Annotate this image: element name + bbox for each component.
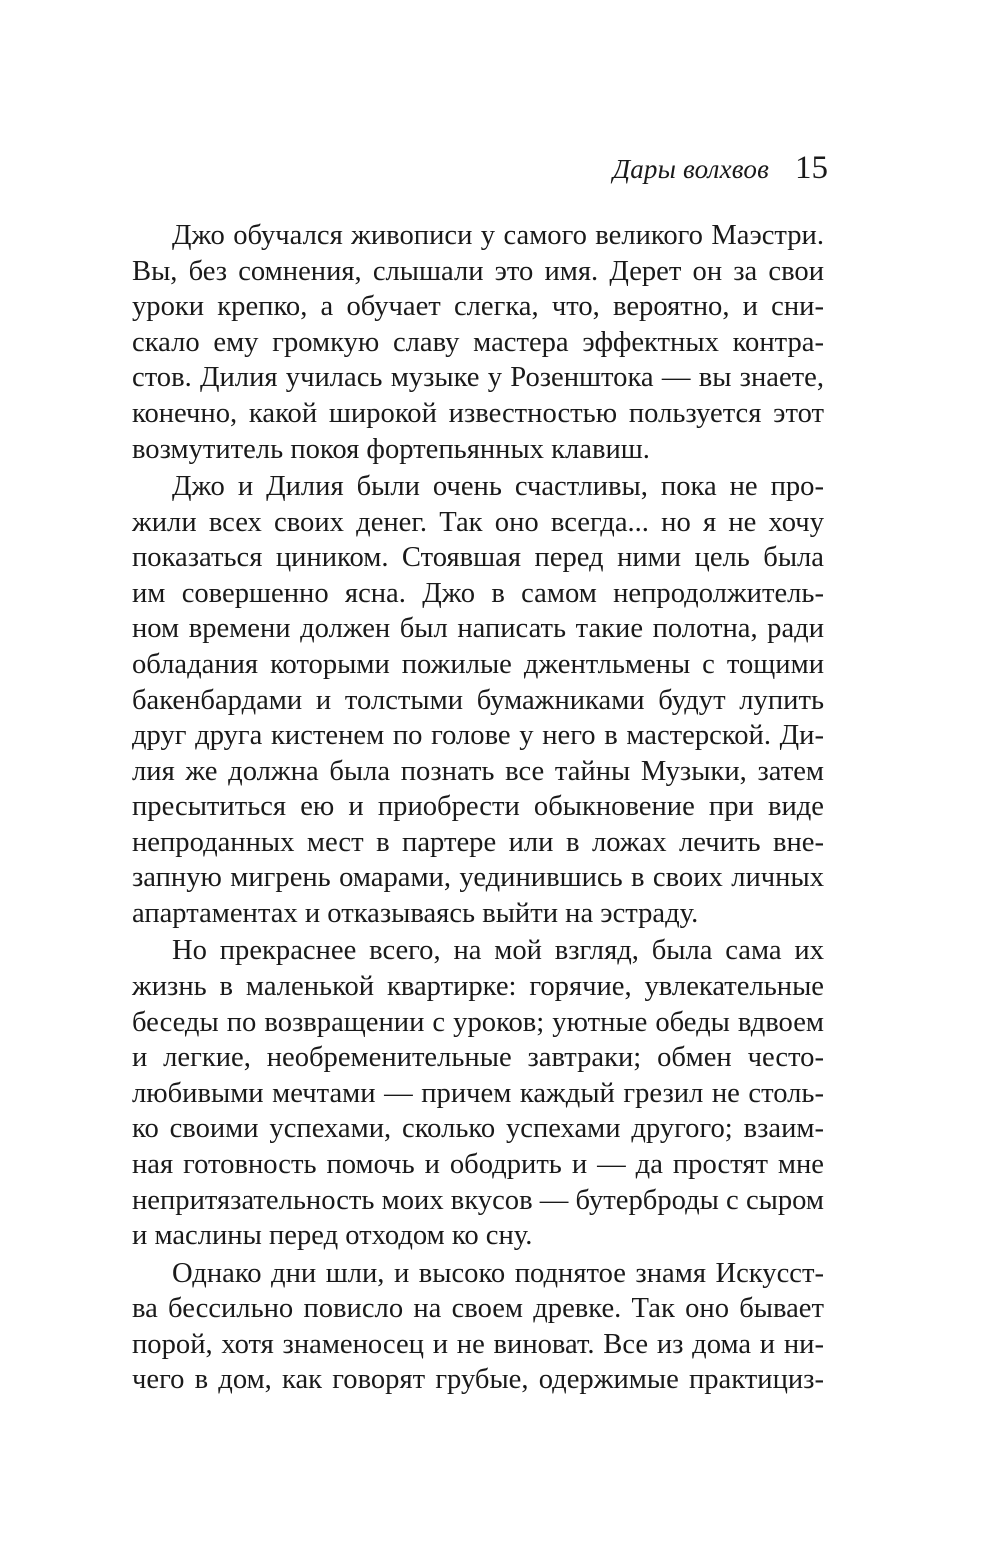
text-line: беседы по возвращении с уроков; уютные обеды вдвоем xyxy=(132,1006,824,1038)
text-line: жизнь в маленькой квартирке: горячие, увлекательные xyxy=(132,971,824,1003)
paragraph xyxy=(132,469,824,932)
page-number: 15 xyxy=(795,150,828,186)
text-line: Но прекраснее всего, на мой взгляд, была сама их xyxy=(172,935,824,967)
text-line: показаться циником. Стоявшая перед ними цель была xyxy=(132,542,824,574)
paragraph xyxy=(132,218,824,467)
text-line: чего в дом, как говорят грубые, одержимые практициз- xyxy=(132,1364,824,1396)
text-line: бакенбардами и толстыми бумажниками будут лупить xyxy=(132,684,824,716)
text-line: непритязательность моих вкусов — бутерброды с сыром xyxy=(132,1184,824,1216)
text-line: апартаментах и отказываясь выйти на эстраду. xyxy=(132,898,699,930)
text-line: ная готовность помочь и ободрить и — да простят мне xyxy=(132,1149,824,1181)
text-line: любивыми мечтами — причем каждый грезил не столь- xyxy=(132,1077,824,1109)
text-line: пресытиться ею и приобрести обыкновение при виде xyxy=(132,791,824,823)
text-line: ко своими успехами, сколько успехами другого; взаим- xyxy=(132,1113,824,1145)
text-line: стов. Дилия училась музыке у Розенштока — вы знаете, xyxy=(132,362,824,394)
text-line: обладания которыми пожилые джентльмены с тощими xyxy=(132,648,824,680)
text-line: ном времени должен был написать такие полотна, ради xyxy=(132,613,824,645)
body-text xyxy=(132,218,824,1400)
running-title: Дары волхвов xyxy=(612,154,769,184)
text-line: им совершенно ясна. Джо в самом непродолжитель- xyxy=(132,577,824,609)
text-line: порой, хотя знаменосец и не виноват. Все из дома и ни- xyxy=(132,1328,824,1360)
text-line: скало ему громкую славу мастера эффектных контра- xyxy=(132,326,824,358)
text-line: Джо и Дилия были очень счастливы, пока не про- xyxy=(172,470,824,502)
text-line: Однако дни шли, и высоко поднятое знамя Искусст- xyxy=(172,1257,824,1289)
text-line: возмутитель покоя фортепьянных клавиш. xyxy=(132,433,650,465)
text-line: и легкие, необременительные завтраки; обмен често- xyxy=(132,1042,824,1074)
running-head xyxy=(613,150,828,187)
text-line: друг друга кистенем по голове у него в мастерской. Ди- xyxy=(132,720,824,752)
text-line: запную мигрень омарами, уединившись в своих личных xyxy=(132,862,824,894)
paragraph xyxy=(132,933,824,1253)
text-line: лия же должна была познать все тайны Музыки, затем xyxy=(132,755,824,787)
text-line: Джо обучался живописи у самого великого Маэстри. xyxy=(172,220,824,251)
paragraph xyxy=(132,1256,824,1398)
text-line: Вы, без сомнения, слышали это имя. Дерет он за свои xyxy=(132,255,824,287)
text-line: ва бессильно повисло на своем древке. Так оно бывает xyxy=(132,1293,824,1325)
text-line: жили всех своих денег. Так оно всегда... но я не хочу xyxy=(132,506,824,538)
text-line: и маслины перед отходом ко сну. xyxy=(132,1220,533,1252)
text-line: непроданных мест в партере или в ложах лечить вне- xyxy=(132,826,824,858)
text-line: конечно, какой широкой известностью пользуется этот xyxy=(132,397,824,429)
text-line: уроки крепко, а обучает слегка, что, вероятно, и сни- xyxy=(132,291,824,323)
